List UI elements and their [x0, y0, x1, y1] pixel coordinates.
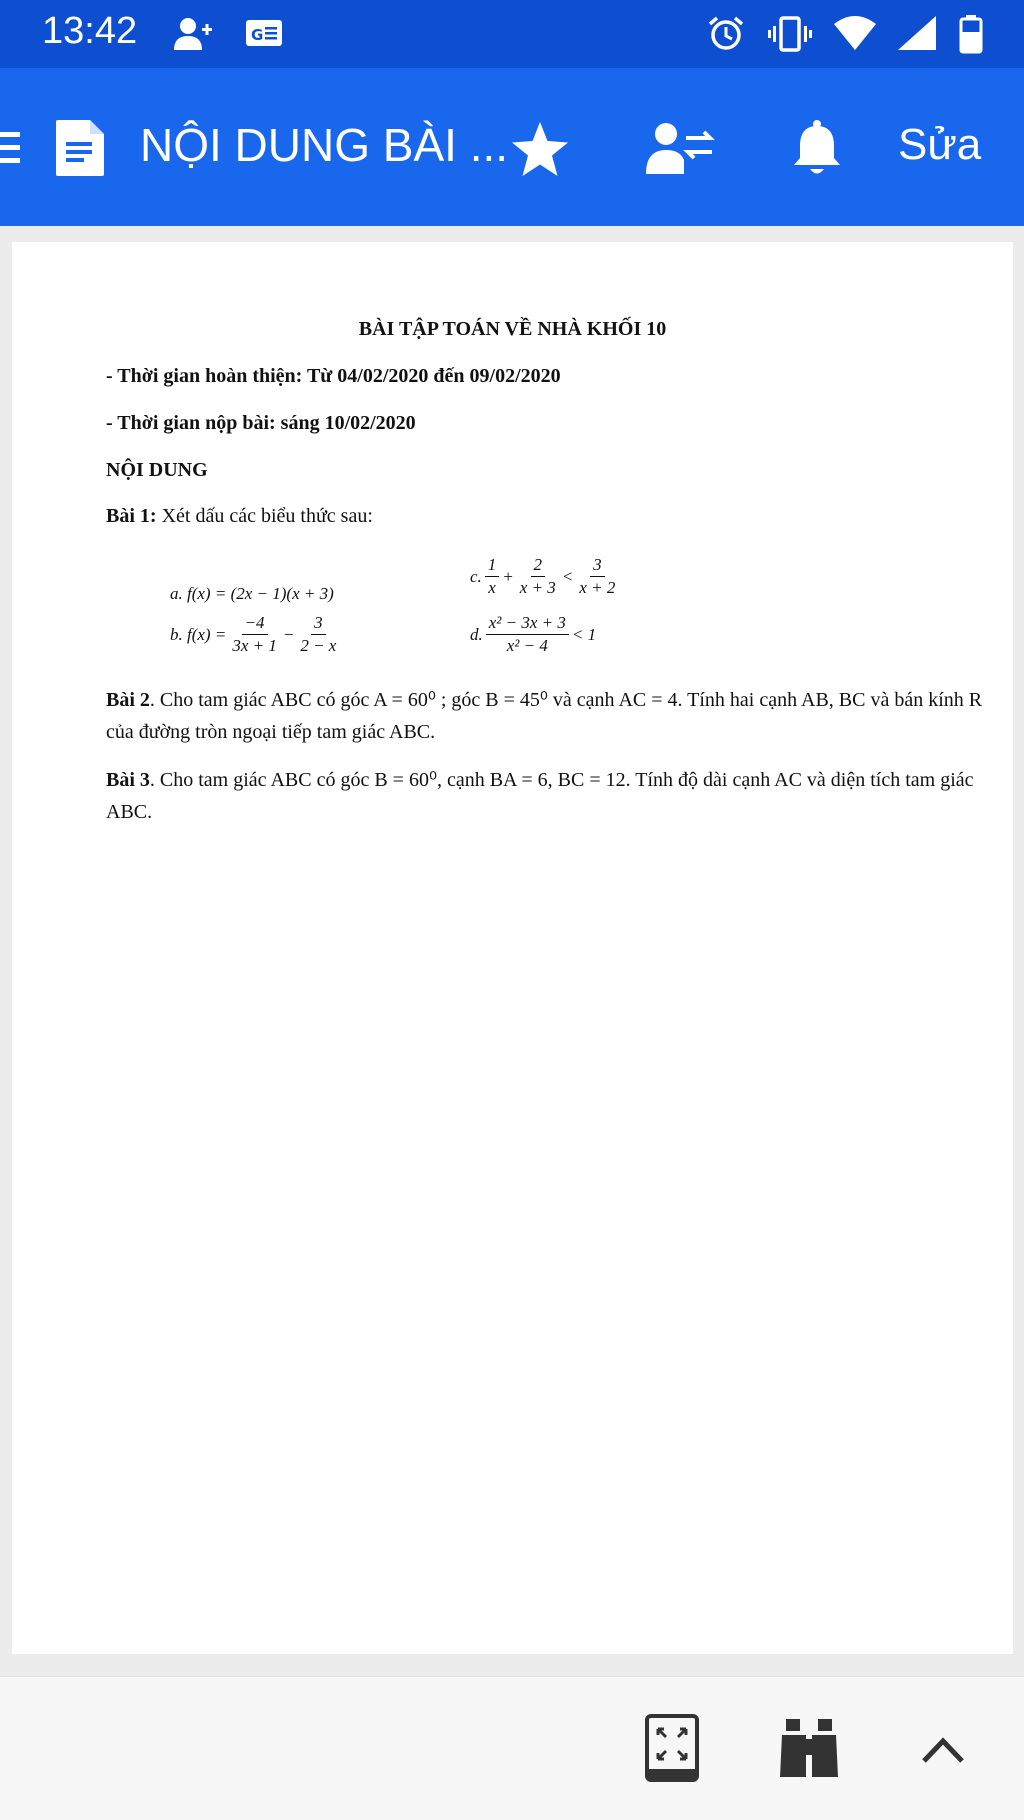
binoculars-icon[interactable]: [778, 1717, 840, 1784]
fullscreen-icon[interactable]: [644, 1713, 700, 1788]
bai1-expr-b: [170, 612, 342, 657]
star-icon[interactable]: [510, 120, 570, 183]
bai2-paragraph: [106, 684, 986, 748]
fraction-denominator: 3x + 1: [232, 636, 277, 655]
expr-c-prefix: c.: [470, 566, 482, 586]
fraction-denominator: x + 2: [579, 578, 616, 597]
bottom-toolbar: [0, 1676, 1024, 1820]
fraction-numerator: x² − 3x + 3: [486, 612, 569, 635]
document-page[interactable]: [12, 242, 1013, 1654]
svg-text:G: G: [251, 26, 264, 44]
fraction-denominator: x: [488, 578, 496, 597]
bai3-paragraph: [106, 764, 986, 828]
fraction-numerator: −4: [242, 612, 268, 635]
vibrate-icon: [766, 14, 814, 59]
fraction-numerator: 2: [531, 554, 546, 577]
fraction: [576, 554, 618, 599]
status-time: 13:42: [42, 10, 138, 52]
page-title: NỘI DUNG BÀI ...: [140, 119, 509, 171]
operator: −: [282, 624, 295, 644]
bai1-expr-c: [470, 554, 621, 599]
bai2-text: . Cho tam giác ABC có góc A = 60⁰ ; góc B = 45⁰ và cạnh AC = 4. Tính hai cạnh AB, BC và bán kính R của đường tròn ngoại tiếp tam giác ABC.: [106, 689, 983, 743]
fraction: [229, 612, 280, 657]
app-bar: [0, 68, 1024, 226]
expr-d-prefix: d.: [470, 624, 483, 644]
bai1-expr-a: a. f(x) = (2x − 1)(x + 3): [170, 584, 334, 603]
fraction-denominator: x + 3: [519, 578, 556, 597]
content-label: NỘI DUNG: [106, 459, 208, 481]
add-contact-icon: [172, 14, 214, 59]
bell-icon[interactable]: [790, 118, 844, 183]
fraction-denominator: 2 − x: [300, 636, 337, 655]
time-submit-line: - Thời gian nộp bài: sáng 10/02/2020: [106, 412, 416, 434]
menu-icon[interactable]: [0, 128, 24, 173]
battery-icon: [958, 14, 984, 59]
bai1-expr-d: [470, 612, 596, 657]
alarm-icon: [706, 14, 746, 59]
time-complete-line: - Thời gian hoàn thiện: Từ 04/02/2020 đến 09/02/2020: [106, 365, 561, 387]
bai1-intro: [106, 505, 373, 528]
document-icon: [54, 118, 106, 183]
operator: +: [502, 566, 514, 586]
share-person-icon[interactable]: [646, 120, 716, 181]
fraction-numerator: 3: [590, 554, 605, 577]
expr-d-suffix: < 1: [571, 624, 597, 644]
expr-b-prefix: b. f(x) =: [170, 624, 227, 644]
bai1-text: Xét dấu các biểu thức sau:: [156, 505, 373, 527]
fraction: [517, 554, 559, 599]
fraction-numerator: 3: [311, 612, 326, 635]
fraction-denominator: x² − 4: [506, 636, 548, 655]
signal-icon: [896, 14, 940, 59]
bai2-label: Bài 2: [106, 689, 150, 711]
edit-button[interactable]: Sửa: [898, 120, 982, 169]
fraction: [485, 554, 500, 599]
fraction: [486, 612, 569, 657]
fraction-numerator: 1: [485, 554, 500, 577]
wifi-icon: [832, 14, 878, 59]
document-heading: BÀI TẬP TOÁN VỀ NHÀ KHỐI 10: [358, 318, 667, 340]
status-bar: [0, 0, 1024, 68]
operator: <: [561, 566, 574, 586]
bai1-label: Bài 1:: [106, 505, 157, 527]
fraction: [297, 612, 339, 657]
bai3-label: Bài 3: [106, 769, 150, 791]
gboard-icon: [244, 14, 284, 59]
chevron-up-icon[interactable]: [920, 1735, 966, 1770]
bai3-text: . Cho tam giác ABC có góc B = 60⁰, cạnh BA = 6, BC = 12. Tính độ dài cạnh AC và diện tích tam giác ABC.: [106, 769, 974, 823]
